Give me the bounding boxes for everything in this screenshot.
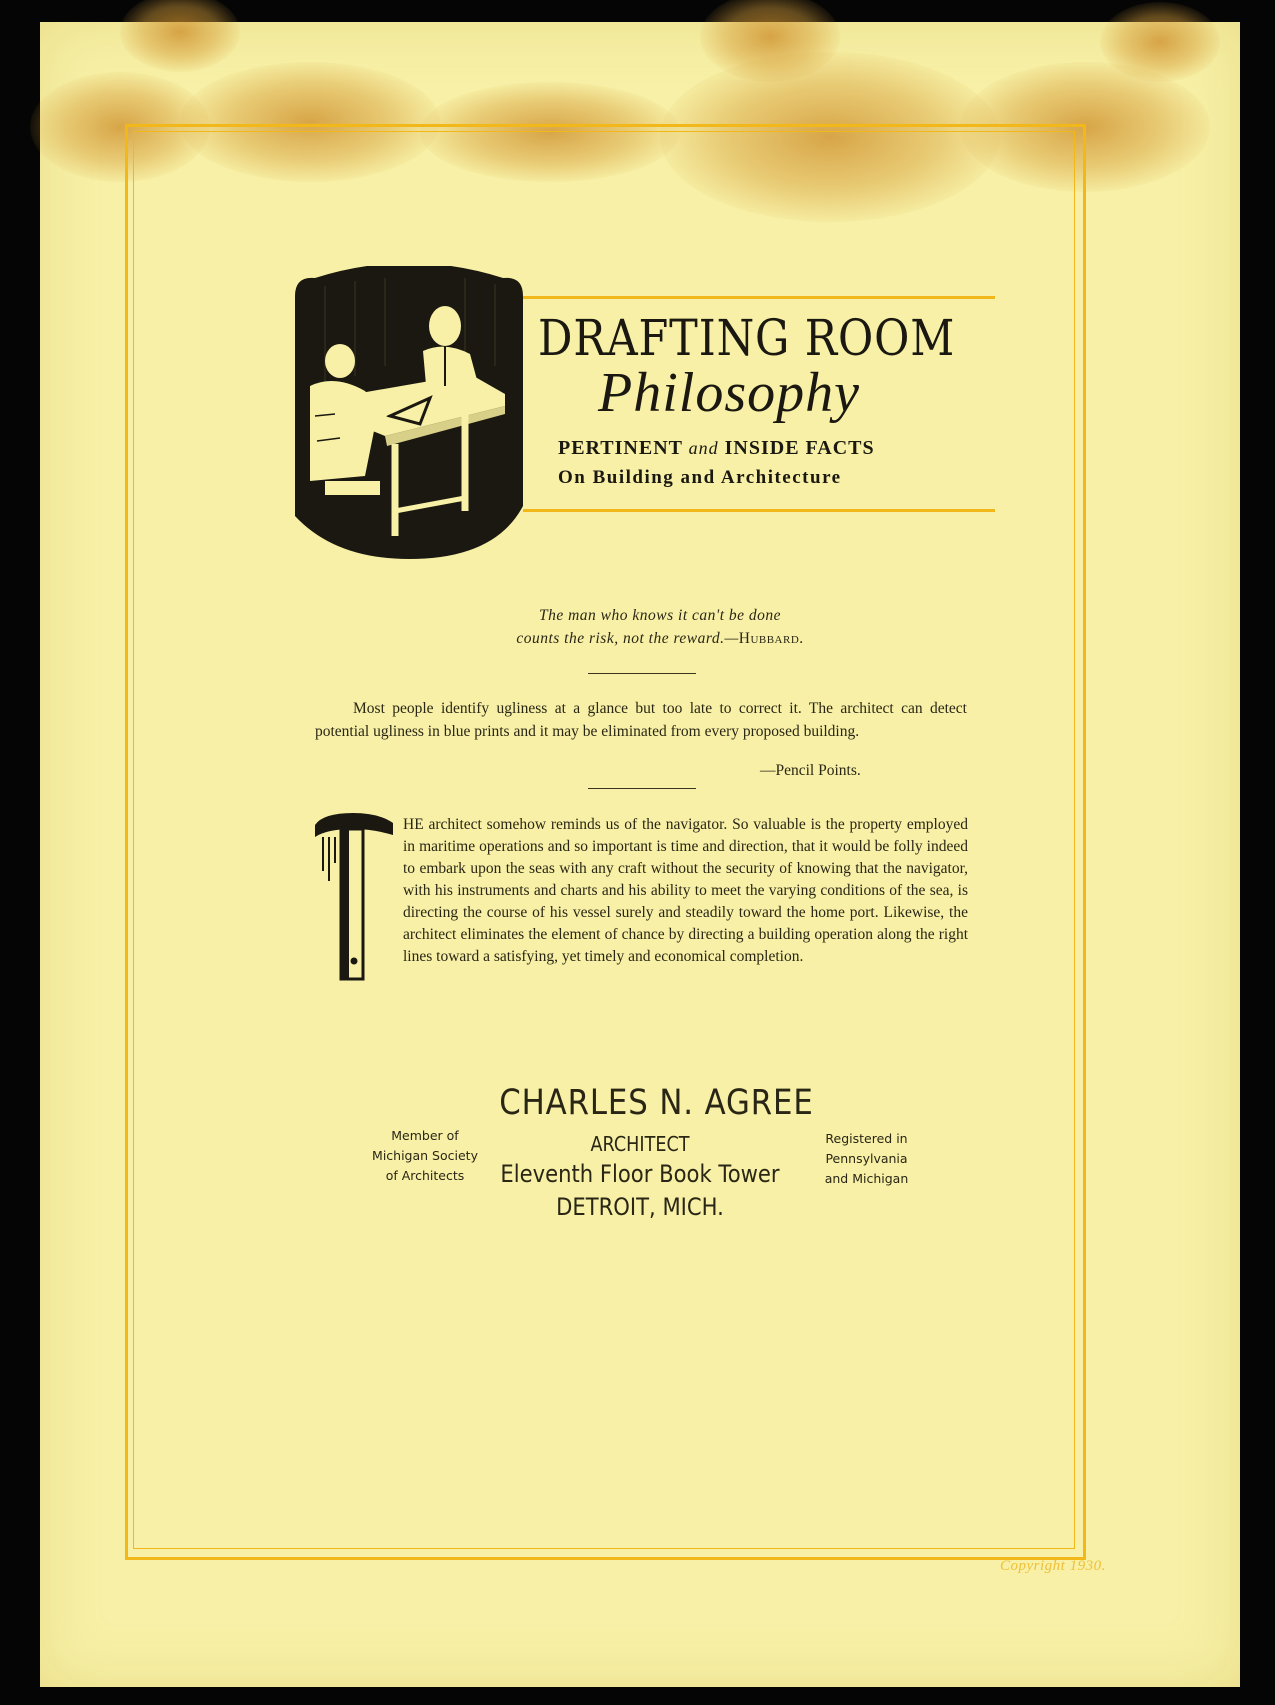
masthead-subtitle-line2: On Building and Architecture [558, 467, 842, 488]
masthead-script-title: Philosophy [598, 362, 860, 424]
registration-line3: and Michigan [824, 1171, 909, 1186]
copyright-notice: Copyright 1930. [1000, 1558, 1106, 1574]
quote-line2 [400, 627, 920, 650]
drafting-room-illustration [295, 266, 523, 559]
divider-rule [588, 788, 696, 789]
quote-author: Hubbard. [738, 630, 804, 647]
masthead-title: DRAFTING ROOM [538, 309, 956, 367]
hubbard-quote [400, 604, 920, 650]
water-stain [1100, 2, 1220, 82]
registration-line2: Pennsylvania [825, 1151, 908, 1166]
masthead-subtitle-line1 [558, 437, 875, 460]
quote-line2-text: counts the risk, not the reward.— [516, 630, 739, 647]
navigator-paragraph: HE architect somehow reminds us of the navigator. So valuable is the property employed in maritime operations and so important is time and direction, that it would be folly indeed to embark upon the seas with any craft without the security of knowing that the navigator, with his instruments and charts and his ability to meet the varying conditions of the sea, is directing the course of his vessel surely and steadily toward the home port. Likewise, the architect eliminates the element of chance by directing a building operation along the right lines toward a satisfying, yet timely and economical completion. [403, 816, 968, 965]
pencil-points-citation: —Pencil Points. [760, 762, 861, 779]
drafting-scene-icon [295, 266, 523, 559]
quote-line1: The man who knows it can't be done [538, 607, 782, 624]
registration-note [800, 1129, 933, 1189]
t-square-drop-cap [313, 811, 395, 986]
membership-line2: Michigan Society [372, 1148, 478, 1163]
subtitle-part2: INSIDE FACTS [724, 437, 875, 459]
address-line2: DETROIT, MICH. [556, 1193, 724, 1221]
architect-role: ARCHITECT [590, 1132, 690, 1156]
ugliness-paragraph: Most people identify ugliness at a glance but too late to correct it. The architect can detect potential ugliness in blue prints and it may be eliminated from every proposed building. [315, 700, 967, 740]
architect-name: CHARLES N. AGREE [499, 1083, 814, 1123]
t-square-icon [313, 811, 395, 986]
membership-line1: Member of [391, 1128, 459, 1143]
water-stain [120, 0, 240, 72]
address-line1: Eleventh Floor Book Tower [500, 1160, 780, 1188]
registration-line1: Registered in [825, 1131, 908, 1146]
membership-note [355, 1126, 495, 1186]
subtitle-part1: PERTINENT [558, 437, 683, 459]
subtitle-amp: and [688, 438, 719, 458]
masthead-title-box [523, 296, 995, 512]
membership-line3: of Architects [385, 1168, 465, 1183]
divider-rule [588, 673, 696, 674]
